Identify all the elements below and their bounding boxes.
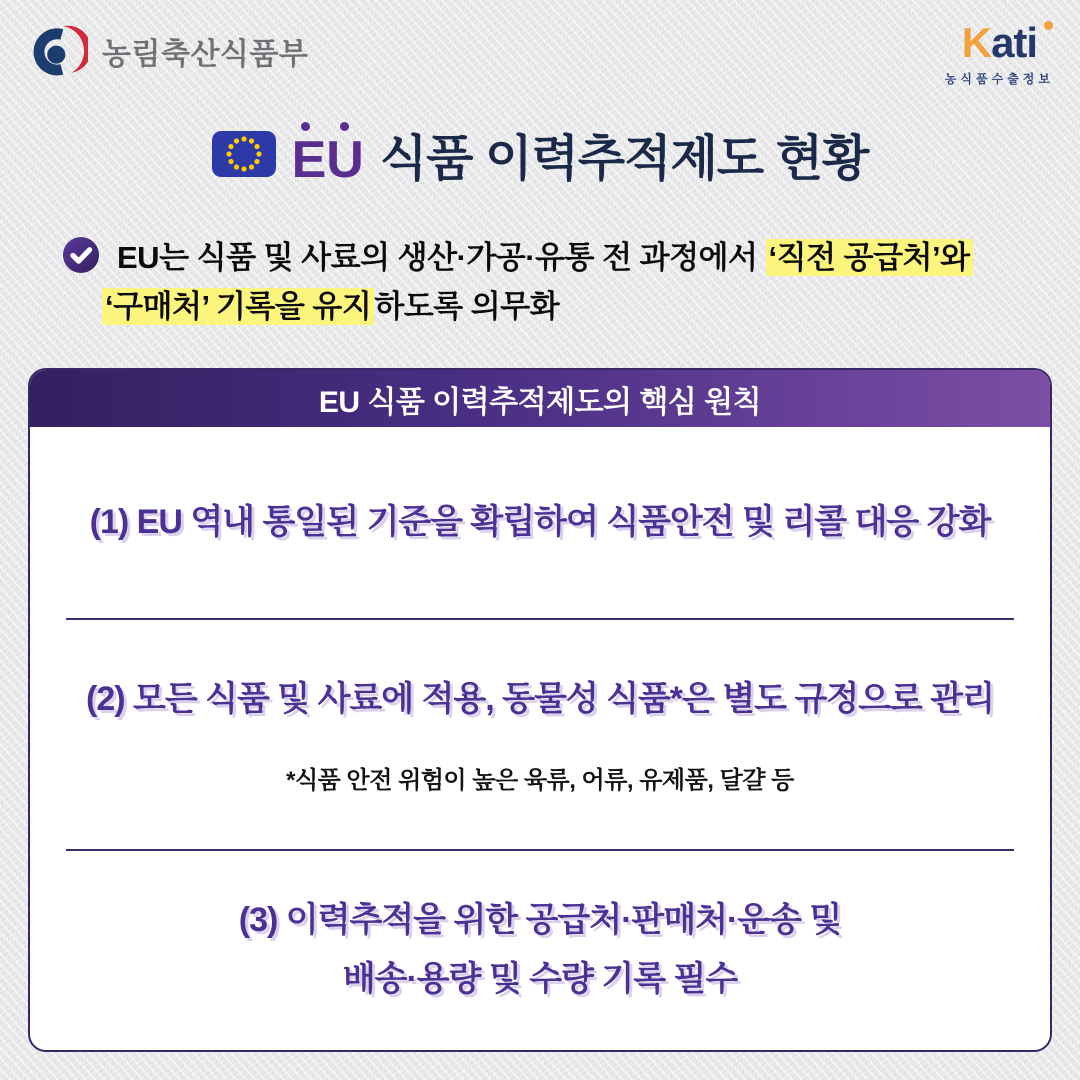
mafra-symbol-icon	[30, 22, 88, 80]
check-icon	[62, 236, 100, 274]
principles-card	[28, 368, 1052, 1052]
principle-3-section	[30, 851, 1050, 1050]
page-title: 식품 이력추적제도 현황	[379, 131, 869, 186]
kati-subtitle: 농식품수출정보	[944, 72, 1054, 86]
highlighted-text: ‘구매처’ 기록을 유지	[102, 288, 374, 325]
main-title-row	[0, 122, 1080, 189]
card-body	[30, 427, 1050, 1050]
principle-2-section	[30, 620, 1050, 849]
eu-flag-icon	[212, 131, 276, 177]
top-logo-bar	[30, 19, 1054, 87]
eu-dot-icon	[301, 122, 310, 131]
intro-line-1: EU는 식품 및 사료의 생산·가공·유통 전 과정에서 ‘직전 공급처’와	[117, 234, 973, 281]
title-eu: EU	[292, 122, 364, 186]
ministry-logo	[30, 22, 308, 80]
principle-3-line-1: (3) 이력추적을 위한 공급처·판매처·운송 및	[238, 900, 842, 939]
card-header: EU 식품 이력추적제도의 핵심 원칙	[30, 370, 1050, 427]
principle-1-text: (1) EU 역내 통일된 기준을 확립하여 식품안전 및 리콜 대응 강화	[89, 502, 991, 541]
principle-3-line-2: 배송·용량 및 수량 기록 필수	[342, 960, 738, 999]
intro-line-2: ‘구매처’ 기록을 유지하도록 의무화	[102, 283, 973, 330]
intro-section	[62, 234, 1050, 330]
kati-i-dot-icon	[1044, 21, 1053, 30]
intro-text	[105, 234, 973, 330]
eu-dot-icon	[340, 122, 349, 131]
kati-wordmark: Kati	[961, 19, 1038, 66]
principle-2-text: (2) 모든 식품 및 사료에 적용, 동물성 식품*은 별도 규정으로 관리	[86, 680, 994, 719]
kati-logo	[944, 19, 1054, 87]
principle-2-footnote: *식품 안전 위험이 높은 육류, 어류, 유제품, 달걀 등	[286, 766, 794, 794]
ministry-name: 농림축산식품부	[102, 38, 309, 71]
highlighted-text: ‘직전 공급처’와	[766, 239, 973, 276]
principle-1-section	[30, 427, 1050, 618]
